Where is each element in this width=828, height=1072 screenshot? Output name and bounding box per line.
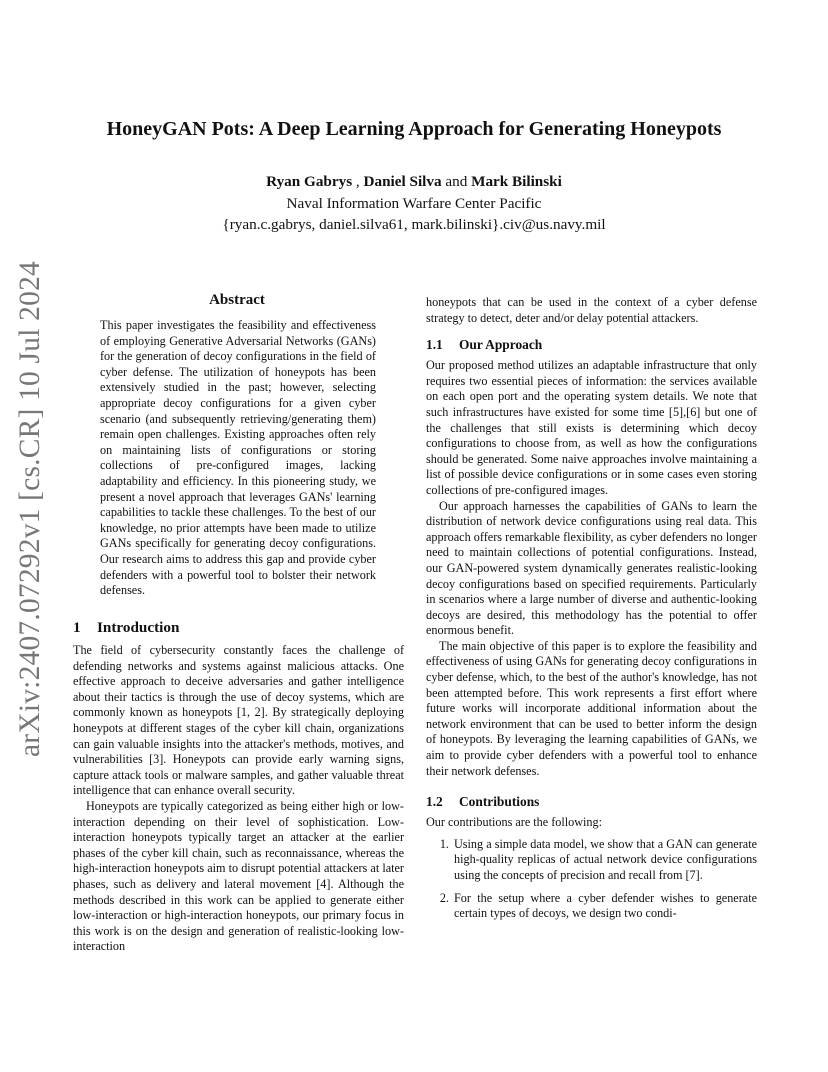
paper-title: HoneyGAN Pots: A Deep Learning Approach for Generating Honeypots — [106, 118, 722, 140]
affiliation: Naval Information Warfare Center Pacific — [286, 195, 542, 212]
paragraph: The main objective of this paper is to explore the feasibility and effectiveness of using GANs for generating decoy configurations in cyber defense, which, to the best of the author's knowledge, has not been attempted before. This work represents a first effort where future works will incorporate additional information about the network environment that can be used to better inform the design of honeypots. By leveraging the learning capabilities of GANs, we aim to provide cyber defenders with a powerful tool to enhance their network defenses. — [426, 638, 757, 778]
abstract-body: This paper investigates the feasibility and effectiveness of employing Generative Adversarial Networks (GANs) for the generation of decoy configurations in the field of cyber defense. The utilization of honeypots has been extensively studied in the past; however, selecting appropriate decoy configurations for a given cyber scenario (and subsequently retrieving/generating them) remain open challenges. Existing approaches often rely on maintaining lists of configurations or storing collections of pre-configured images, lacking adaptability and efficiency. In this pioneering study, we present a novel approach that leverages GANs' learning capabilities to tackle these challenges. To the best of our knowledge, no prior attempts have been made to utilize GANs specifically for generating decoy configurations. Our research aims to address this gap and provide cyber defenders with a powerful tool to bolster their network defenses. — [100, 318, 376, 598]
subsection-heading-contributions — [426, 793, 757, 810]
author-separator: , — [352, 173, 364, 190]
section-title: Introduction — [97, 619, 180, 636]
author-name: Ryan Gabrys — [266, 173, 353, 190]
author-name: Daniel Silva — [363, 173, 442, 190]
subsection-title: Our Approach — [459, 337, 543, 353]
section-heading-introduction — [73, 619, 404, 637]
paragraph: Honeypots are typically categorized as being either high or low-interaction depending on their level of sophistication. Low-interaction honeypots typically target an attacker at the earlier phases of the cyber kill chain, such as reconnaissance, whereas the high-interaction honeypots aim to disrupt potential attackers at later phases, such as delivery and lateral movement [4]. Although the methods described in this work can be applied to generate either low-interaction or high-interaction honeypots, our primary focus in this work is on the design and generation of realistic-looking low-interaction — [73, 798, 404, 954]
paragraph: Our approach harnesses the capabilities of GANs to learn the distribution of network device configurations using real data. This approach offers remarkable flexibility, as cyber defenders no longer need to maintain collections of potential configurations. Instead, our GAN-powered system dynamically generates realistic-looking decoy configurations based on specified requirements. Particularly in scenarios where a large number of diverse and authentic-looking decoys are desired, this methodology has the potential to offer enormous benefit. — [426, 498, 757, 638]
right-column — [426, 295, 757, 929]
author-name: Mark Bilinski — [471, 173, 562, 190]
contributions-list — [426, 837, 757, 922]
paragraph: Our proposed method utilizes an adaptable infrastructure that only requires two essential pieces of information: the services available on each open port and the operating system details. We note that such infrastructures have existed for some time [5],[6] but one of the challenges that still exists is determining which decoy configurations to choose from, as well as how the configurations should be generated. Some naive approaches involve maintaining a list of possible device configurations or in some cases even storing collections of pre-configured images. — [426, 358, 757, 497]
subsection-heading-our-approach — [426, 336, 757, 353]
subsection-number: 1.1 — [426, 337, 443, 353]
author-separator: and — [441, 173, 472, 190]
paragraph-continuation: honeypots that can be used in the context of a cyber defense strategy to detect, deter and/or delay potential attackers. — [426, 295, 757, 325]
paragraph: Our contributions are the following: — [426, 815, 603, 830]
paragraph: The field of cybersecurity constantly faces the challenge of defending networks and systems against malicious attacks. One effective approach to deceive adversaries and gather intelligence about their tactics is through the use of decoy systems, which are commonly known as honeypots [1, 2]. By strategically deploying honeypots at different stages of the cyber kill chain, organizations can gain valuable insights into the attacker's methods, motives, and vulnerabilities [3]. Honeypots can provide early warning signs, capture attack tools or malware samples, and gather valuable threat intelligence that can enhance overall security. — [73, 643, 404, 798]
left-column — [73, 619, 404, 955]
list-item: 1. Using a simple data model, we show that a GAN can generate high-quality replicas of actual network device configurations using the concepts of precision and recall from [7]. — [452, 837, 757, 884]
subsection-title: Contributions — [459, 794, 540, 810]
list-item: 2. For the setup where a cyber defender wishes to generate certain types of decoys, we design two condi- — [452, 891, 757, 922]
author-emails: {ryan.c.gabrys, daniel.silva61, mark.bilinski}.civ@us.navy.mil — [222, 216, 606, 233]
arxiv-identifier-stamp: arXiv:2407.07292v1 [cs.CR] 10 Jul 2024 — [14, 261, 46, 757]
abstract-heading: Abstract — [209, 292, 265, 308]
author-list — [0, 173, 828, 191]
section-number: 1 — [73, 619, 81, 636]
subsection-number: 1.2 — [426, 794, 443, 810]
